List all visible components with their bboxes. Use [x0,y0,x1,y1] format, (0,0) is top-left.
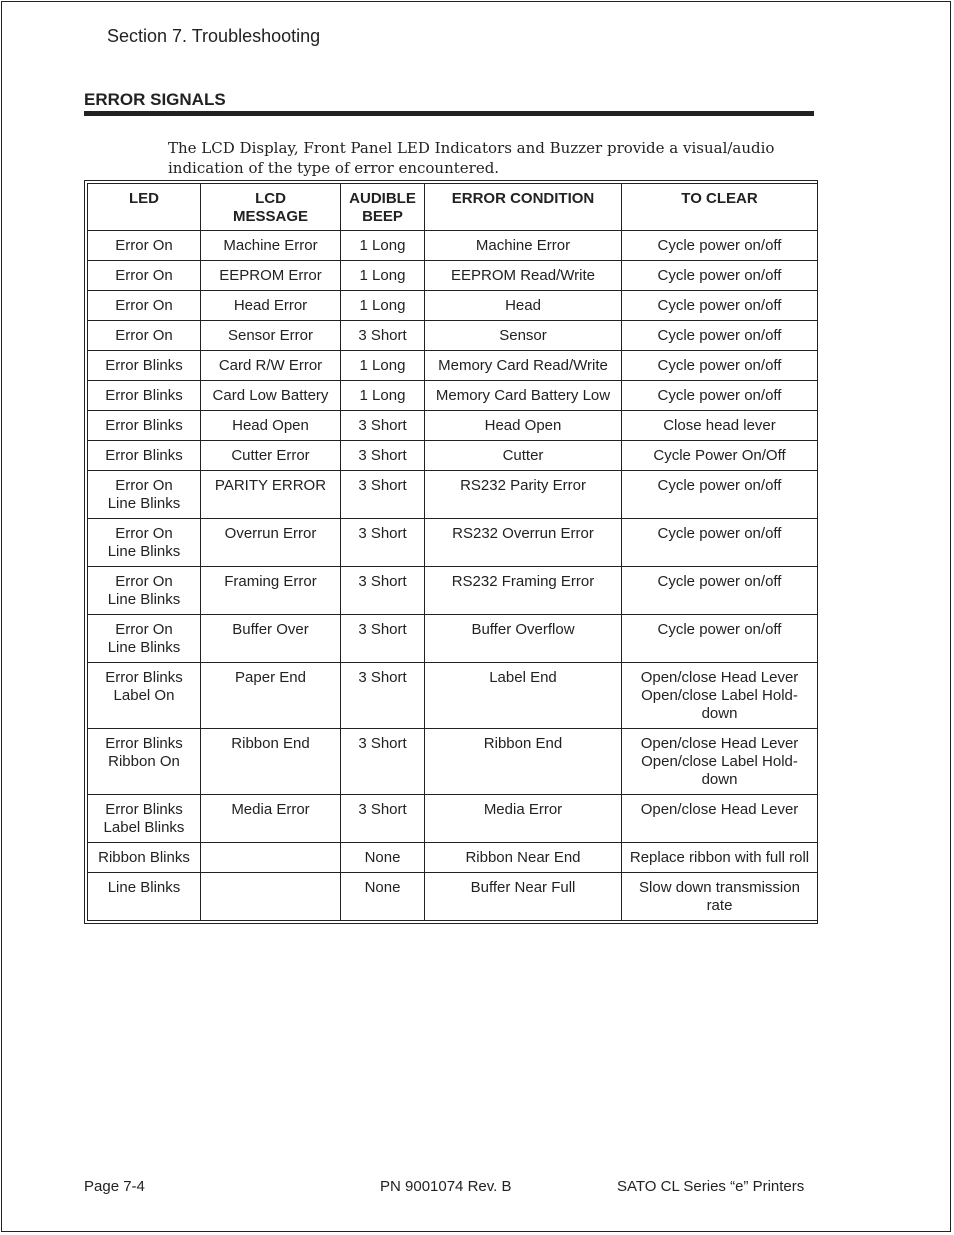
table-cell: EEPROM Read/Write [425,261,622,291]
table-cell: None [341,873,425,921]
table-cell: Sensor Error [201,321,341,351]
table-row [88,843,818,873]
table-cell: Memory Card Battery Low [425,381,622,411]
table-cell: Cycle power on/off [622,321,818,351]
table-cell: Cycle power on/off [622,471,818,519]
table-cell: Machine Error [201,231,341,261]
table-cell: Error Blinks [88,381,201,411]
table-cell [201,843,341,873]
table-row [88,231,818,261]
table-cell: 1 Long [341,261,425,291]
table-cell: Overrun Error [201,519,341,567]
table-cell: EEPROM Error [201,261,341,291]
table-cell: Cycle power on/off [622,519,818,567]
table-cell: Memory Card Read/Write [425,351,622,381]
table-cell: Card R/W Error [201,351,341,381]
table-cell: Cycle power on/off [622,381,818,411]
error-signals-table [87,183,818,921]
table-cell: Head Open [201,411,341,441]
table-cell: Line Blinks [88,873,201,921]
table-cell: Open/close Head Lever [622,795,818,843]
table-cell: 3 Short [341,411,425,441]
table-row [88,873,818,921]
table-row [88,411,818,441]
table-cell: 3 Short [341,795,425,843]
table-cell: RS232 Overrun Error [425,519,622,567]
table-cell: Error Blinks Ribbon On [88,729,201,795]
table-cell: Machine Error [425,231,622,261]
table-cell: Error On Line Blinks [88,519,201,567]
table-cell: Sensor [425,321,622,351]
table-cell: None [341,843,425,873]
table-cell: Cycle power on/off [622,351,818,381]
table-cell: RS232 Framing Error [425,567,622,615]
table-cell: Media Error [201,795,341,843]
table-cell: Close head lever [622,411,818,441]
table-cell: Ribbon Near End [425,843,622,873]
table-row [88,615,818,663]
table-row [88,663,818,729]
table-cell: Error On [88,321,201,351]
table-row [88,471,818,519]
table-cell: Cycle power on/off [622,231,818,261]
title-rule [84,111,814,116]
table-cell: Ribbon End [201,729,341,795]
table-row [88,321,818,351]
table-cell: Buffer Near Full [425,873,622,921]
column-header: ERROR CONDITION [425,184,622,231]
product-name: SATO CL Series “e” Printers [617,1178,805,1195]
column-header: LCD MESSAGE [201,184,341,231]
column-header: AUDIBLE BEEP [341,184,425,231]
table-cell: 1 Long [341,381,425,411]
table-cell: Ribbon Blinks [88,843,201,873]
table-cell: Error On [88,261,201,291]
table-cell: RS232 Parity Error [425,471,622,519]
table-cell: Paper End [201,663,341,729]
table-cell: 1 Long [341,291,425,321]
table-cell: Slow down transmission rate [622,873,818,921]
table-cell: Cutter Error [201,441,341,471]
table-cell: Card Low Battery [201,381,341,411]
table-row [88,381,818,411]
table-row [88,795,818,843]
table-row [88,351,818,381]
table-cell: 3 Short [341,441,425,471]
intro-paragraph: The LCD Display, Front Panel LED Indicators and Buzzer provide a visual/audio indication of the type of error encountered. [168,139,775,177]
table-cell: Buffer Over [201,615,341,663]
table-cell: Cutter [425,441,622,471]
table-row [88,519,818,567]
table-cell: Cycle power on/off [622,567,818,615]
table-cell: Cycle Power On/Off [622,441,818,471]
table-cell: Cycle power on/off [622,261,818,291]
table-row [88,441,818,471]
table-cell: Error On Line Blinks [88,567,201,615]
table-cell: Error Blinks [88,411,201,441]
table-cell: 3 Short [341,519,425,567]
table-cell: Buffer Overflow [425,615,622,663]
table-row [88,567,818,615]
table-cell: Error Blinks Label On [88,663,201,729]
table-header-row [88,184,818,231]
table-cell: Media Error [425,795,622,843]
table-cell: PARITY ERROR [201,471,341,519]
table-cell: 3 Short [341,729,425,795]
table-cell: Head [425,291,622,321]
table-row [88,261,818,291]
table-cell: Error On Line Blinks [88,615,201,663]
table-cell: Replace ribbon with full roll [622,843,818,873]
table-cell: Head Open [425,411,622,441]
table-cell: 3 Short [341,321,425,351]
table-cell: 1 Long [341,231,425,261]
table-body [88,231,818,921]
table-cell: Head Error [201,291,341,321]
table-row [88,291,818,321]
section-header: Section 7. Troubleshooting [107,26,321,46]
column-header: TO CLEAR [622,184,818,231]
table-row [88,729,818,795]
column-header: LED [88,184,201,231]
page-number: Page 7-4 [84,1178,145,1195]
table-cell: 3 Short [341,567,425,615]
table-cell: Ribbon End [425,729,622,795]
table-cell: 3 Short [341,615,425,663]
table-cell: Cycle power on/off [622,615,818,663]
table-cell: Error Blinks [88,441,201,471]
table-cell: Framing Error [201,567,341,615]
table-cell: Error On [88,291,201,321]
error-signals-table-frame [84,180,818,924]
table-cell: Error On Line Blinks [88,471,201,519]
table-cell: Open/close Head Lever Open/close Label Hold- down [622,729,818,795]
table-cell: 3 Short [341,663,425,729]
part-number: PN 9001074 Rev. B [380,1178,512,1195]
table-cell: Label End [425,663,622,729]
table-cell: Open/close Head Lever Open/close Label Hold- down [622,663,818,729]
table-cell: 1 Long [341,351,425,381]
table-cell [201,873,341,921]
table-cell: Error Blinks [88,351,201,381]
table-cell: Cycle power on/off [622,291,818,321]
table-cell: Error On [88,231,201,261]
table-cell: 3 Short [341,471,425,519]
table-cell: Error Blinks Label Blinks [88,795,201,843]
page-title: ERROR SIGNALS [84,90,226,109]
